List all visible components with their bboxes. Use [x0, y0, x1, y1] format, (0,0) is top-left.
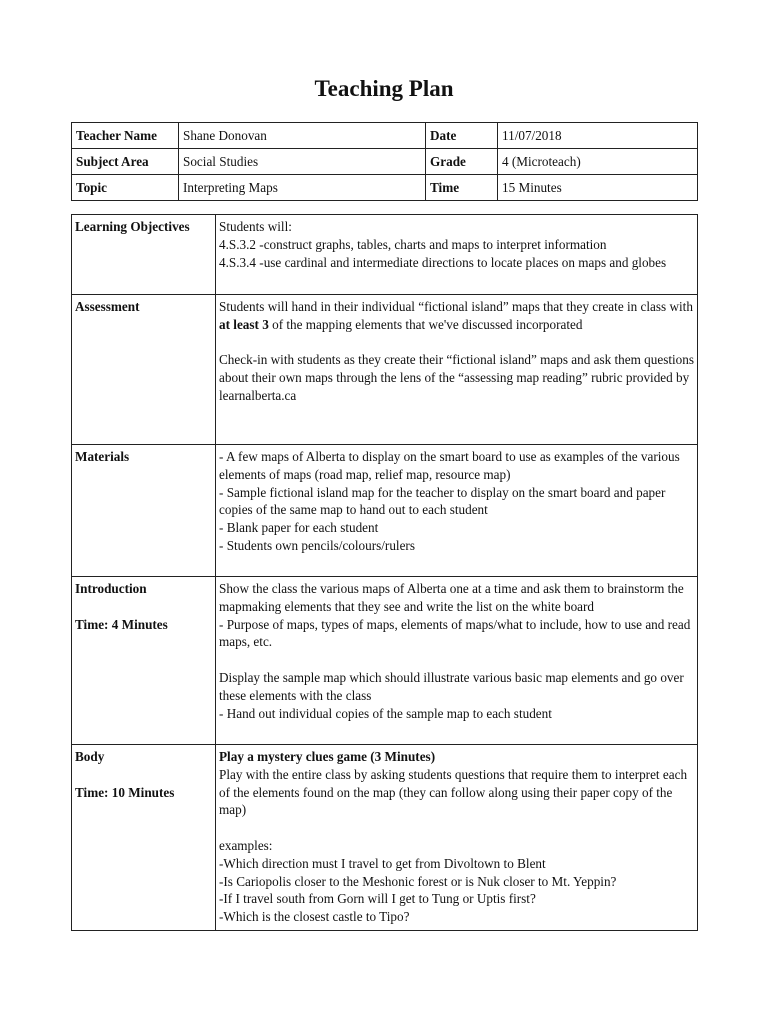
- topic-label: Topic: [72, 175, 179, 201]
- body-label: Body: [75, 749, 105, 764]
- body-example: -Which direction must I travel to get from Divoltown to Blent: [219, 855, 546, 871]
- body-example: -Is Cariopolis closer to the Meshonic forest or is Nuk closer to Mt. Yeppin?: [219, 873, 617, 889]
- assessment-paragraph: Check-in with students as they create their “fictional island” maps and ask them questions about their own maps through the lens of the “assessing map reading” rubric provided by learnalberta.ca: [219, 352, 694, 403]
- info-row-teacher: [72, 123, 698, 149]
- grade-label: Grade: [426, 149, 498, 175]
- topic-value: Interpreting Maps: [179, 175, 426, 201]
- introduction-paragraph: - Purpose of maps, types of maps, elements of maps/what to include, how to use and read maps, etc.: [219, 616, 691, 650]
- introduction-paragraph: - Hand out individual copies of the sample map to each student: [219, 705, 552, 721]
- objectives-line: Students will:: [219, 219, 292, 234]
- time-label: Time: [426, 175, 498, 201]
- introduction-time: Time: 4 Minutes: [75, 616, 168, 632]
- materials-item: - A few maps of Alberta to display on the smart board to use as examples of the various elements of maps (road map, relief map, resource map): [219, 449, 680, 482]
- materials-content: [216, 445, 698, 577]
- info-row-topic: [72, 175, 698, 201]
- materials-item: - Students own pencils/colours/rulers: [219, 537, 415, 553]
- assessment-paragraph: [219, 298, 694, 334]
- introduction-label: Introduction: [75, 581, 147, 596]
- assessment-row: [72, 295, 698, 445]
- date-value: 11/07/2018: [498, 123, 698, 149]
- body-heading: Play a mystery clues game (3 Minutes): [219, 749, 436, 764]
- assessment-label: Assessment: [72, 295, 216, 445]
- plan-table: [71, 214, 698, 931]
- introduction-row: [72, 577, 698, 745]
- body-paragraph: Play with the entire class by asking students questions that require them to interpret each of the elements found on the map (they can follow along using their paper copy of the map): [219, 766, 688, 818]
- page-title: Teaching Plan: [314, 76, 454, 101]
- body-label-cell: [72, 745, 216, 931]
- materials-item: - Blank paper for each student: [219, 520, 379, 536]
- objectives-row: [72, 215, 698, 295]
- objectives-content: [216, 215, 698, 295]
- assessment-text: of the mapping elements that we've discussed incorporated: [268, 316, 583, 332]
- info-row-subject: [72, 149, 698, 175]
- subject-value: Social Studies: [179, 149, 426, 175]
- introduction-label-cell: [72, 577, 216, 745]
- objectives-line: 4.S.3.4 -use cardinal and intermediate directions to locate places on maps and globes: [219, 254, 667, 270]
- assessment-text: Students will hand in their individual “fictional island” maps that they create in class with: [219, 299, 693, 314]
- info-table: [71, 122, 698, 201]
- grade-value: 4 (Microteach): [498, 149, 698, 175]
- materials-item: - Sample fictional island map for the teacher to display on the smart board and paper copies of the same map to hand out to each student: [219, 484, 666, 518]
- introduction-paragraph: Show the class the various maps of Alberta one at a time and ask them to brainstorm the mapmaking elements that they see and write the list on the white board: [219, 581, 684, 614]
- objectives-line: 4.S.3.2 -construct graphs, tables, charts and maps to interpret information: [219, 236, 607, 252]
- teacher-name-label: Teacher Name: [72, 123, 179, 149]
- body-row: [72, 745, 698, 931]
- time-value: 15 Minutes: [498, 175, 698, 201]
- date-label: Date: [426, 123, 498, 149]
- subject-label: Subject Area: [72, 149, 179, 175]
- introduction-content: [216, 577, 698, 745]
- body-example: -If I travel south from Gorn will I get to Tung or Uptis first?: [219, 891, 536, 907]
- body-example: -Which is the closest castle to Tipo?: [219, 909, 410, 925]
- body-time: Time: 10 Minutes: [75, 784, 175, 800]
- materials-label: Materials: [72, 445, 216, 577]
- teacher-name-value: Shane Donovan: [179, 123, 426, 149]
- introduction-paragraph: Display the sample map which should illustrate various basic map elements and go over these elements with the class: [219, 669, 684, 703]
- body-examples-label: examples:: [219, 837, 273, 853]
- objectives-label: Learning Objectives: [72, 215, 216, 295]
- body-content: [216, 745, 698, 931]
- assessment-bold-text: at least 3: [219, 316, 269, 332]
- assessment-content: [216, 295, 698, 445]
- materials-row: [72, 445, 698, 577]
